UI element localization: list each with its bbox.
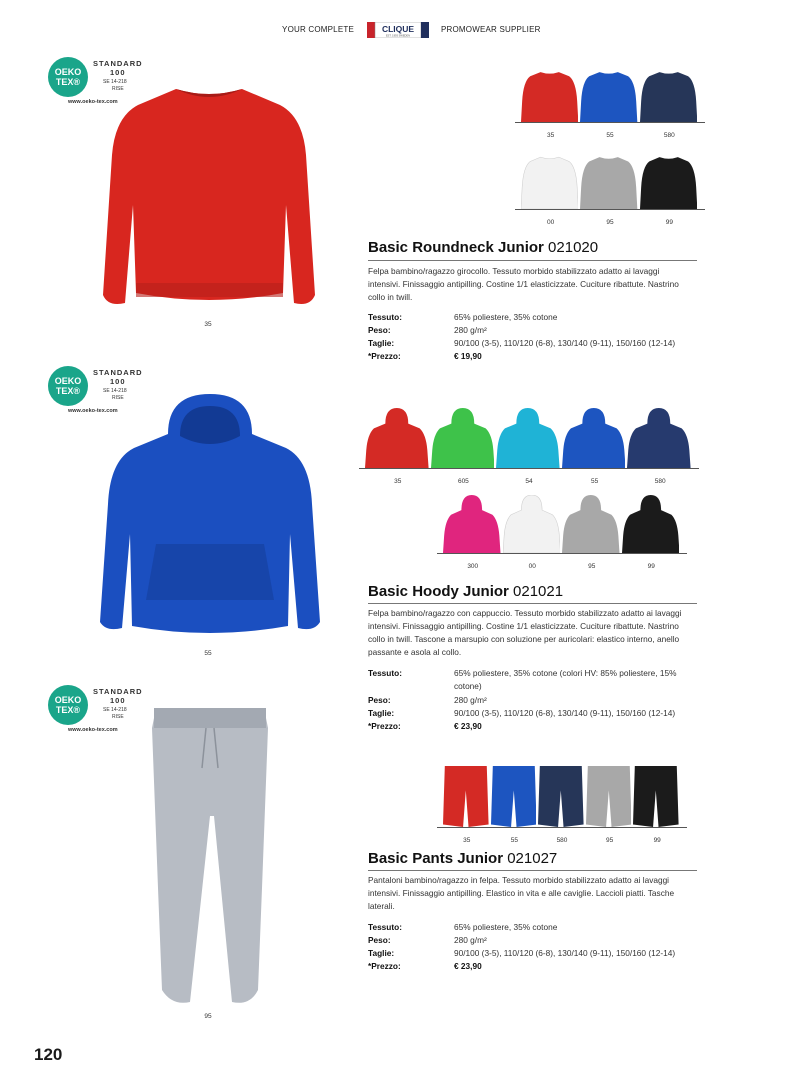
product-description: Felpa bambino/ragazzo girocollo. Tessuto morbido stabilizzato adatto ai lavaggi intensivi. Finissaggio antipilling. Costine 1/1 elasticizzate. Cuciture ribattute. Nastrino collo in twill.	[368, 266, 679, 302]
color-code-label: 95	[588, 563, 596, 570]
oeko-se-code: SE 14-218	[103, 388, 127, 394]
swatch-row	[437, 766, 687, 849]
color-swatch-garment	[496, 408, 560, 468]
oeko-number: 100	[110, 68, 126, 77]
color-code-label: 55	[510, 837, 518, 844]
color-code-label: 605	[457, 478, 469, 485]
swatch-row	[437, 495, 687, 575]
oeko-standard: STANDARD	[93, 368, 143, 377]
svg-text:CLIQUE: CLIQUE	[381, 24, 415, 34]
main-color-code: 95	[204, 1013, 212, 1020]
header-left-text: YOUR COMPLETE	[282, 25, 354, 34]
header-right-text: PROMOWEAR SUPPLIER	[441, 25, 541, 34]
oeko-website: www.oeko-tex.com	[68, 408, 118, 414]
color-swatch-garment	[627, 408, 691, 468]
color-swatch-garment	[538, 766, 584, 827]
oeko-se-code: SE 14-218	[103, 79, 127, 85]
color-swatch-garment	[521, 70, 578, 122]
svg-text:EST. 1993 SWEDEN: EST. 1993 SWEDEN	[385, 34, 411, 38]
sweatshirt-red-image	[98, 85, 320, 317]
color-code-label: 55	[590, 478, 599, 485]
product-name: Basic Pants Junior	[368, 850, 504, 867]
product-code: 021021	[513, 583, 564, 600]
color-swatch-garment	[443, 766, 489, 827]
color-code-label: 00	[547, 219, 555, 226]
color-code-label: 35	[394, 478, 402, 485]
price: € 23,90	[454, 961, 482, 971]
main-color-code: 55	[204, 650, 212, 657]
color-swatch-garment	[562, 495, 620, 553]
color-swatch-garment	[491, 766, 537, 827]
page-number: 120	[34, 1045, 63, 1064]
oeko-se-code: SE 14-218	[103, 707, 127, 713]
oeko-rise: RISE	[112, 86, 124, 92]
oeko-tex-logo: OEKO TEX®	[48, 57, 88, 97]
main-color-code: 35	[204, 321, 212, 328]
color-swatch-garment	[580, 155, 637, 209]
oeko-tex-logo: OEKO TEX®	[48, 685, 88, 725]
color-code-label: 99	[653, 837, 661, 844]
page-header	[0, 22, 796, 38]
oeko-standard: STANDARD	[93, 59, 143, 68]
color-code-label: 35	[547, 132, 555, 139]
title-divider	[368, 260, 697, 261]
oeko-rise: RISE	[112, 714, 124, 720]
product-description: Felpa bambino/ragazzo con cappuccio. Tessuto morbido stabilizzato adatto ai lavaggi intensivi. Finissaggio antipilling. Costine 1/1 elasticizzate. Cuciture ribattute. Nastrino collo in twill. Tascone a marsupio con soluzione per auricolari: elastico interno, anello passante e asola al collo.	[368, 608, 682, 657]
color-swatch-garment	[503, 495, 561, 553]
product-specs: Tessuto: 65% poliestere, 35% cotone Peso: 280 g/m² Taglie: 90/100 (3-5), 110/120 (6-8), 130/140 (9-11), 150/160 (12-14) *Prezzo: € 23,90	[368, 922, 676, 971]
oeko-number: 100	[110, 377, 126, 386]
price: € 23,90	[454, 721, 482, 731]
title-divider	[368, 603, 697, 604]
hoody-blue-image	[98, 394, 322, 640]
product-code: 021020	[548, 239, 599, 256]
color-swatch-garment	[580, 70, 637, 122]
color-code-label: 99	[665, 219, 673, 226]
color-swatch-garment	[562, 408, 626, 468]
product-title	[368, 583, 563, 600]
clique-logo	[367, 22, 429, 38]
product-specs: Tessuto: 65% poliestere, 35% cotone (colori HV: 85% poliestere, 15% cotone) Peso: 280 g/m² Taglie: 90/100 (3-5), 110/120 (6-8), 130/140 (9-11), 150/160 (12-14) *Prezzo: € 23,90	[368, 668, 677, 731]
color-swatch-garment	[640, 155, 697, 209]
color-swatch-garment	[633, 766, 679, 827]
product-title	[368, 239, 598, 256]
product-code: 021027	[507, 850, 558, 867]
oeko-website: www.oeko-tex.com	[68, 99, 118, 105]
oeko-standard: STANDARD	[93, 687, 143, 696]
color-swatch-garment	[431, 408, 495, 468]
color-code-label: 55	[606, 132, 614, 139]
swatch-baseline	[515, 209, 705, 210]
color-code-label: 580	[654, 478, 666, 485]
color-code-label: 580	[556, 837, 568, 844]
swatch-row	[515, 70, 705, 144]
swatch-row	[515, 155, 705, 231]
oeko-website: www.oeko-tex.com	[68, 727, 118, 733]
color-code-label: 99	[647, 563, 655, 570]
swatch-baseline	[359, 468, 699, 469]
oeko-rise: RISE	[112, 395, 124, 401]
product-title	[368, 850, 557, 867]
color-code-label: 580	[663, 132, 675, 139]
color-code-label: 95	[605, 837, 614, 844]
product-specs: Tessuto: 65% poliestere, 35% cotone Peso: 280 g/m² Taglie: 90/100 (3-5), 110/120 (6-8), 130/140 (9-11), 150/160 (12-14) *Prezzo: € 19,90	[368, 312, 676, 361]
title-divider	[368, 870, 697, 871]
swatch-baseline	[515, 122, 705, 123]
color-swatch-garment	[443, 495, 501, 553]
product-name: Basic Hoody Junior	[368, 583, 509, 600]
oeko-number: 100	[110, 696, 126, 705]
color-swatch-garment	[640, 70, 697, 122]
color-code-label: 54	[525, 478, 533, 485]
color-code-label: 35	[463, 837, 471, 844]
swatch-baseline	[437, 827, 687, 828]
color-code-label: 00	[528, 563, 536, 570]
color-code-label: 95	[606, 219, 614, 226]
product-name: Basic Roundneck Junior	[368, 239, 544, 256]
color-swatch-garment	[365, 408, 429, 468]
color-swatch-garment	[521, 155, 578, 209]
oeko-tex-badge	[48, 685, 158, 745]
oeko-tex-logo: OEKO TEX®	[48, 366, 88, 406]
color-code-label: 300	[467, 563, 479, 570]
price: € 19,90	[454, 351, 482, 361]
product-description: Pantaloni bambino/ragazzo in felpa. Tessuto morbido stabilizzato adatto ai lavaggi intensivi. Finissaggio antipilling. Elastico in vita e alle caviglie. Laccioli piatti. Tasche laterali.	[368, 875, 675, 911]
swatch-row	[359, 408, 699, 490]
pants-grey-image	[150, 708, 270, 1010]
color-swatch-garment	[586, 766, 632, 827]
color-swatch-garment	[622, 495, 680, 553]
swatch-baseline	[437, 553, 687, 554]
